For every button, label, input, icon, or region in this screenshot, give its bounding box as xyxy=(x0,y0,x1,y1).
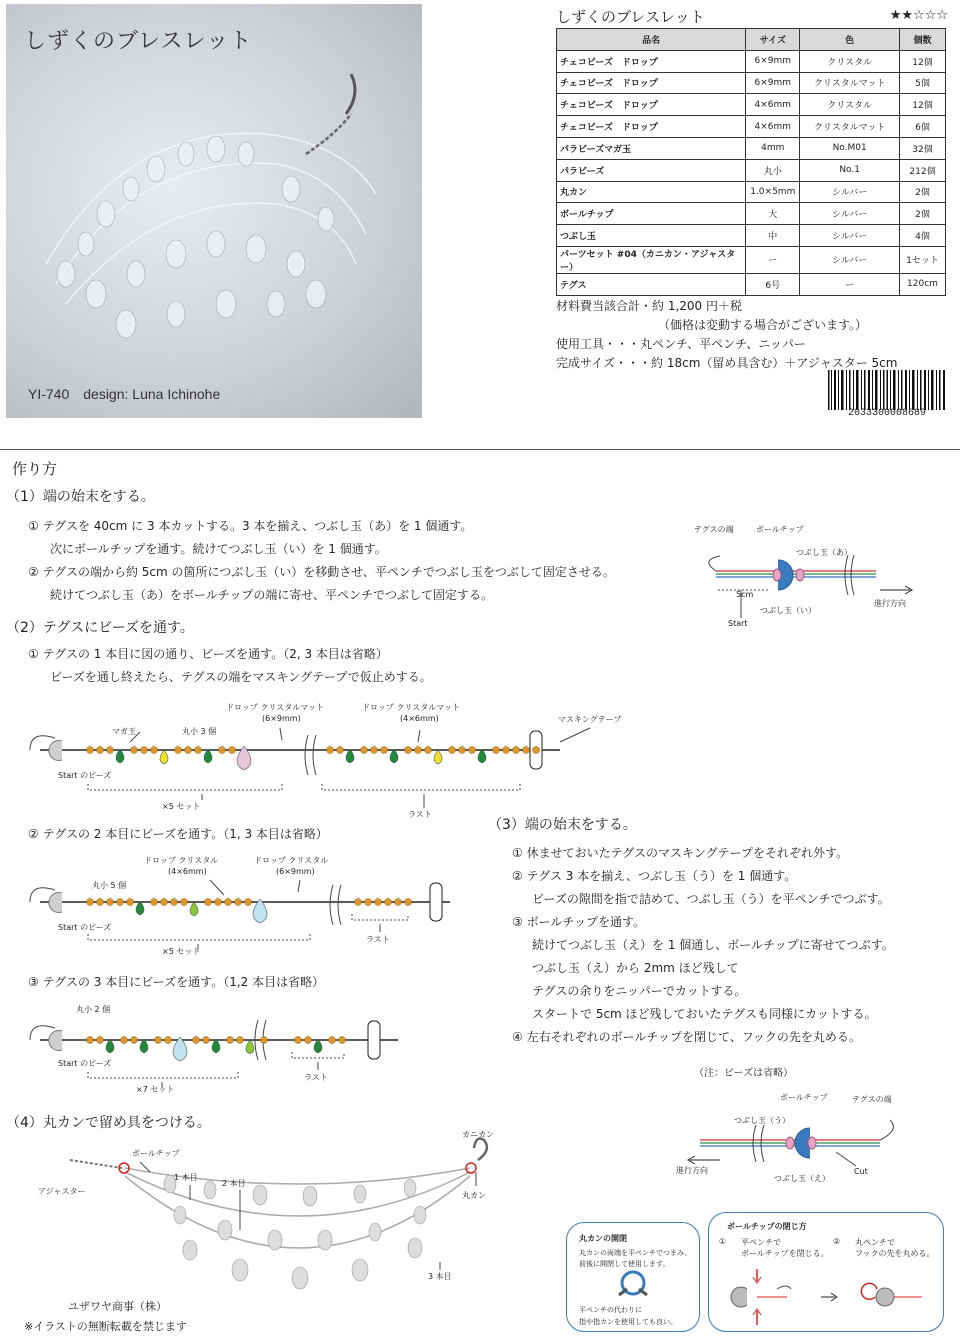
cost-note: （価格は変動する場合がございます。） xyxy=(658,318,868,332)
col-header-name: 品名 xyxy=(557,29,746,51)
cell-color: No.1 xyxy=(800,159,900,181)
drop-bead xyxy=(204,749,212,763)
cell-qty: 120cm xyxy=(900,273,946,295)
cell-name: パーツセット #04（カニカン・アジャスター） xyxy=(557,246,746,273)
cell-name: パラビーズマガ玉 xyxy=(557,137,746,159)
bead xyxy=(355,899,362,906)
bead xyxy=(165,1037,172,1044)
step1-line2: 次にボールチップを通す。続けてつぶし玉（い）を 1 個通す。 xyxy=(50,542,387,556)
marukan-tip-line3: 平ペンチの代わりに xyxy=(579,1306,642,1314)
d4-kanikan: カニカン xyxy=(462,1130,494,1139)
drop-bead xyxy=(136,901,144,915)
step3-line3: ビーズの隙間を指で詰めて、つぶし玉（う）を平ペンチでつぶす。 xyxy=(532,892,890,906)
balltip-tip-box xyxy=(708,1212,944,1332)
s2-set: ×5 セット xyxy=(162,947,201,956)
s1-start: Start のビーズ xyxy=(58,771,112,780)
bead xyxy=(385,899,392,906)
balltip-step1-line1: 平ペンチで xyxy=(741,1238,781,1247)
bead xyxy=(365,899,372,906)
bead xyxy=(151,747,158,754)
d1-tsubushi-i: つぶし玉（い） xyxy=(760,606,816,615)
cell-qty: 2個 xyxy=(900,203,946,225)
cell-color: ー xyxy=(800,273,900,295)
step3-line7: テグスの余りをニッパーでカットする。 xyxy=(532,984,747,998)
bead xyxy=(87,899,94,906)
step3-line8: スタートで 5cm ほど残しておいたテグスも同様にカットする。 xyxy=(532,1007,877,1021)
bead xyxy=(425,747,432,754)
step3-line5: 続けてつぶし玉（え）を 1 個通し、ボールチップに寄せてつぶす。 xyxy=(532,938,894,952)
photo-title: しずくのブレスレット xyxy=(24,29,253,54)
bead xyxy=(203,1037,210,1044)
bead xyxy=(339,1037,346,1044)
s2-drop-b: ドロップ クリスタル xyxy=(254,856,329,865)
cell-size: ー xyxy=(746,246,800,273)
cell-size: 大 xyxy=(746,203,800,225)
marukan-tip-box xyxy=(566,1222,700,1332)
cell-size: 4×6mm xyxy=(746,94,800,116)
bead xyxy=(87,747,94,754)
d3-tsubushi-e: つぶし玉（え） xyxy=(774,1174,830,1183)
bead xyxy=(229,747,236,754)
cell-color: シルバー xyxy=(800,181,900,203)
step3-line1: ① 休ませておいたテグスのマスキングテープをそれぞれ外す。 xyxy=(512,846,849,860)
cell-name: パラビーズ xyxy=(557,159,746,181)
copyright-notice: ※イラストの無断転載を禁じます xyxy=(24,1320,187,1333)
bead xyxy=(235,899,242,906)
bead xyxy=(533,747,540,754)
s1-set: ×5 セット xyxy=(162,802,201,811)
marukan-icon xyxy=(613,1267,653,1303)
product-title: しずくのブレスレット xyxy=(556,8,705,26)
photo-credit: YI-740 design: Luna Ichinohe xyxy=(28,386,221,402)
step3-title: （3）端の始末をする。 xyxy=(488,817,637,833)
step3-line9: ④ 左右それぞれのボールチップを閉じて、フックの先を丸める。 xyxy=(512,1030,861,1044)
bead xyxy=(295,1037,302,1044)
drop-bead xyxy=(116,749,124,763)
cell-name: 丸カン xyxy=(557,181,746,203)
balltip-tip-title: ボールチップの閉じ方 xyxy=(727,1222,807,1231)
s2-last: ラスト xyxy=(366,935,390,944)
cell-qty: 12個 xyxy=(900,94,946,116)
cell-size: 4×6mm xyxy=(746,116,800,138)
s3-set: ×7 セット xyxy=(136,1085,175,1094)
d4-marukan: 丸カン xyxy=(462,1191,486,1200)
cell-size: 6×9mm xyxy=(746,72,800,94)
d1-ball-tip: ボールチップ xyxy=(756,525,804,534)
cell-name: チェコビーズ ドロップ xyxy=(557,94,746,116)
cell-color: クリスタル xyxy=(800,50,900,72)
s2-maruko5: 丸小 5 個 xyxy=(92,881,127,890)
d4-adjuster: アジャスター xyxy=(38,1187,86,1196)
d4-second: 2 本目 xyxy=(222,1179,246,1188)
bead xyxy=(107,899,114,906)
s2-start: Start のビーズ xyxy=(58,923,112,932)
bead xyxy=(151,899,158,906)
step3-line4: ③ ボールチップを通す。 xyxy=(512,915,646,929)
bead xyxy=(127,899,134,906)
drop-bead xyxy=(190,902,198,916)
set-brackets xyxy=(88,784,520,1078)
d3-direction: 進行方向 xyxy=(676,1166,708,1175)
s1-drop-b: ドロップ クリスタルマット xyxy=(362,703,460,712)
d3-ball-tip: ボールチップ xyxy=(780,1093,828,1102)
strand3-beads xyxy=(87,1037,346,1062)
diagram-end-finish xyxy=(688,1120,893,1166)
instructions-title: 作り方 xyxy=(12,460,58,478)
bead xyxy=(185,747,192,754)
step4-title: （4）丸カンで留め具をつける。 xyxy=(6,1115,211,1131)
step2-line4: ③ テグスの 3 本目にビーズを通す。（1,2 本目は省略） xyxy=(28,975,325,989)
s1-drop-a-size: (6×9mm) xyxy=(262,714,301,723)
cell-qty: 1セット xyxy=(900,246,946,273)
bead xyxy=(97,1037,104,1044)
bead xyxy=(371,747,378,754)
bead xyxy=(155,1037,162,1044)
cell-color: クリスタルマット xyxy=(800,116,900,138)
drop-bead xyxy=(160,750,168,764)
bead xyxy=(459,747,466,754)
step2-line2: ビーズを通し終えたら、テグスの端をマスキングテープで仮止めする。 xyxy=(50,670,432,684)
cell-color: クリスタルマット xyxy=(800,72,900,94)
cell-qty: 2個 xyxy=(900,181,946,203)
bead xyxy=(107,747,114,754)
bead xyxy=(375,899,382,906)
drop-bead xyxy=(246,1040,254,1054)
bead xyxy=(395,899,402,906)
drop-bead xyxy=(106,1039,114,1053)
step2-title: （2）テグスにビーズを通す。 xyxy=(6,620,194,636)
cell-color: No.M01 xyxy=(800,137,900,159)
cell-name: テグス xyxy=(557,273,746,295)
s3-maruko2: 丸小 2 個 xyxy=(76,1005,111,1014)
bead xyxy=(405,899,412,906)
balltip-step2-line1: 丸ペンチで xyxy=(855,1238,895,1247)
d1-5cm: 5cm xyxy=(736,590,754,599)
s2-drop-a: ドロップ クリスタル xyxy=(144,856,219,865)
step3-line2: ② テグス 3 本を揃え、つぶし玉（う）を 1 個通す。 xyxy=(512,869,797,883)
drop-bead xyxy=(212,1039,220,1053)
d4-ball-tip: ボールチップ xyxy=(132,1149,180,1158)
drop-bead xyxy=(346,749,354,763)
cell-qty: 6個 xyxy=(900,116,946,138)
s1-last: ラスト xyxy=(408,810,432,819)
step3-line6: つぶし玉（え）から 2mm ほど残して xyxy=(532,961,739,975)
col-header-size: サイズ xyxy=(746,29,800,51)
balltip-steps-illustration xyxy=(717,1265,937,1329)
cell-name: チェコビーズ ドロップ xyxy=(557,72,746,94)
d1-direction: 進行方向 xyxy=(874,599,906,608)
bead xyxy=(493,747,500,754)
bead xyxy=(261,1037,268,1044)
cell-name: つぶし玉 xyxy=(557,225,746,247)
cell-qty: 212個 xyxy=(900,159,946,181)
drop-bead xyxy=(314,1039,322,1053)
step2-line3: ② テグスの 2 本目にビーズを通す。（1, 3 本目は省略） xyxy=(28,827,328,841)
bead xyxy=(205,899,212,906)
barcode-number: 2033300008689 xyxy=(847,408,926,419)
bead xyxy=(193,1037,200,1044)
cell-color: シルバー xyxy=(800,203,900,225)
drop-bead xyxy=(140,1039,148,1053)
step1-title: （1）端の始末をする。 xyxy=(6,489,155,505)
cell-size: 1.0×5mm xyxy=(746,181,800,203)
step2-line1: ① テグスの 1 本目に図の通り、ビーズを通す。（2, 3 本目は省略） xyxy=(28,647,388,661)
bead xyxy=(503,747,510,754)
bead xyxy=(449,747,456,754)
bead xyxy=(131,747,138,754)
cell-qty: 12個 xyxy=(900,50,946,72)
s2-drop-a-size: (4×6mm) xyxy=(168,867,207,876)
d3-tegusu-end: テグスの端 xyxy=(852,1095,892,1104)
bead xyxy=(215,899,222,906)
bead xyxy=(329,1037,336,1044)
bead xyxy=(87,1037,94,1044)
cell-qty: 32個 xyxy=(900,137,946,159)
marukan-tip-line2: 前後に開閉して使用します。 xyxy=(579,1260,670,1268)
balltip-step1-line2: ボールチップを閉じる。 xyxy=(741,1249,829,1258)
bead xyxy=(225,899,232,906)
cell-size: 4mm xyxy=(746,137,800,159)
cell-size: 中 xyxy=(746,225,800,247)
bead xyxy=(523,747,530,754)
bead xyxy=(227,1037,234,1044)
s3-last: ラスト xyxy=(304,1073,328,1082)
bead xyxy=(405,747,412,754)
step1-line3: ② テグスの端から約 5cm の箇所につぶし玉（い）を移動させ、平ペンチでつぶし玉をつぶして固定させる。 xyxy=(28,565,615,579)
d3-cut: Cut xyxy=(854,1167,868,1176)
s1-drop-b-size: (4×6mm) xyxy=(400,714,439,723)
bead xyxy=(171,899,178,906)
col-header-qty: 個数 xyxy=(900,29,946,51)
bead xyxy=(305,1037,312,1044)
drop-bead xyxy=(434,750,442,764)
step1-line1: ① テグスを 40cm に 3 本カットする。3 本を揃え、つぶし玉（あ）を 1 個通す。 xyxy=(28,519,473,533)
bead xyxy=(415,747,422,754)
marukan-tip-line1: 丸カンの両端を平ペンチでつまみ、 xyxy=(579,1249,692,1257)
bead xyxy=(97,747,104,754)
difficulty-rating: ★★☆☆☆ xyxy=(889,8,948,23)
cell-size: 6×9mm xyxy=(746,50,800,72)
bead xyxy=(219,747,226,754)
bead xyxy=(161,899,168,906)
d4-third: 3 本目 xyxy=(428,1272,452,1281)
d1-tsubushi-a: つぶし玉（あ） xyxy=(796,548,852,557)
bead xyxy=(513,747,520,754)
label-leaders xyxy=(130,728,590,1088)
s1-maruko3: 丸小 3 個 xyxy=(182,727,217,736)
marukan-tip-line4: 指や指カンを使用しても良い。 xyxy=(579,1318,677,1326)
step3-note: （注：ビーズは省略） xyxy=(694,1068,794,1079)
step1-line4: 続けてつぶし玉（あ）をボールチップの端に寄せ、平ペンチでつぶして固定する。 xyxy=(50,588,494,602)
cell-size: 6号 xyxy=(746,273,800,295)
marukan-tip-title: 丸カンの開閉 xyxy=(579,1234,627,1243)
bead xyxy=(327,747,334,754)
bead xyxy=(237,1037,244,1044)
bead xyxy=(245,899,252,906)
d1-start: Start xyxy=(728,619,748,628)
s2-drop-b-size: (6×9mm) xyxy=(276,867,315,876)
cell-color: クリスタル xyxy=(800,94,900,116)
balltip-step2-num: ② xyxy=(833,1237,841,1246)
cost-text: 材料費当該合計・約 1,200 円＋税 xyxy=(556,299,742,313)
bead xyxy=(361,747,368,754)
s1-drop-a: ドロップ クリスタルマット xyxy=(226,703,324,712)
tools-text: 使用工具・・・丸ペンチ、平ペンチ、ニッパー xyxy=(556,337,806,351)
cell-color: シルバー xyxy=(800,246,900,273)
bead xyxy=(381,747,388,754)
s3-start: Start のビーズ xyxy=(58,1059,112,1068)
cell-qty: 5個 xyxy=(900,72,946,94)
d3-tsubushi-u: つぶし玉（う） xyxy=(734,1116,790,1125)
col-header-color: 色 xyxy=(800,29,900,51)
drop-bead xyxy=(478,749,486,763)
d1-tegusu-end: テグスの端 xyxy=(694,525,734,534)
bead xyxy=(181,899,188,906)
diagram-finished-bracelet xyxy=(70,1139,487,1289)
cell-color: シルバー xyxy=(800,225,900,247)
size-text: 完成サイズ・・・約 18cm（留め具含む）＋アジャスター 5cm xyxy=(556,356,898,370)
s1-magatama: マガ玉 xyxy=(112,727,136,736)
bead xyxy=(141,747,148,754)
cell-qty: 4個 xyxy=(900,225,946,247)
bead xyxy=(195,747,202,754)
drop-bead xyxy=(390,749,398,763)
bead xyxy=(117,899,124,906)
balltip-step2-line2: フックの先を丸める。 xyxy=(855,1249,935,1258)
company-name: ユザワヤ商事（株） xyxy=(68,1300,167,1313)
cell-size: 丸小 xyxy=(746,159,800,181)
cell-name: ボールチップ xyxy=(557,203,746,225)
balltip-step1-num: ① xyxy=(719,1237,727,1246)
bead xyxy=(97,899,104,906)
bead xyxy=(175,747,182,754)
d4-first: 1 本目 xyxy=(174,1173,198,1182)
cell-name: チェコビーズ ドロップ xyxy=(557,116,746,138)
bead xyxy=(131,1037,138,1044)
bead xyxy=(337,747,344,754)
cell-name: チェコビーズ ドロップ xyxy=(557,50,746,72)
bead xyxy=(469,747,476,754)
bead xyxy=(121,1037,128,1044)
s1-tape: マスキングテープ xyxy=(558,715,622,724)
